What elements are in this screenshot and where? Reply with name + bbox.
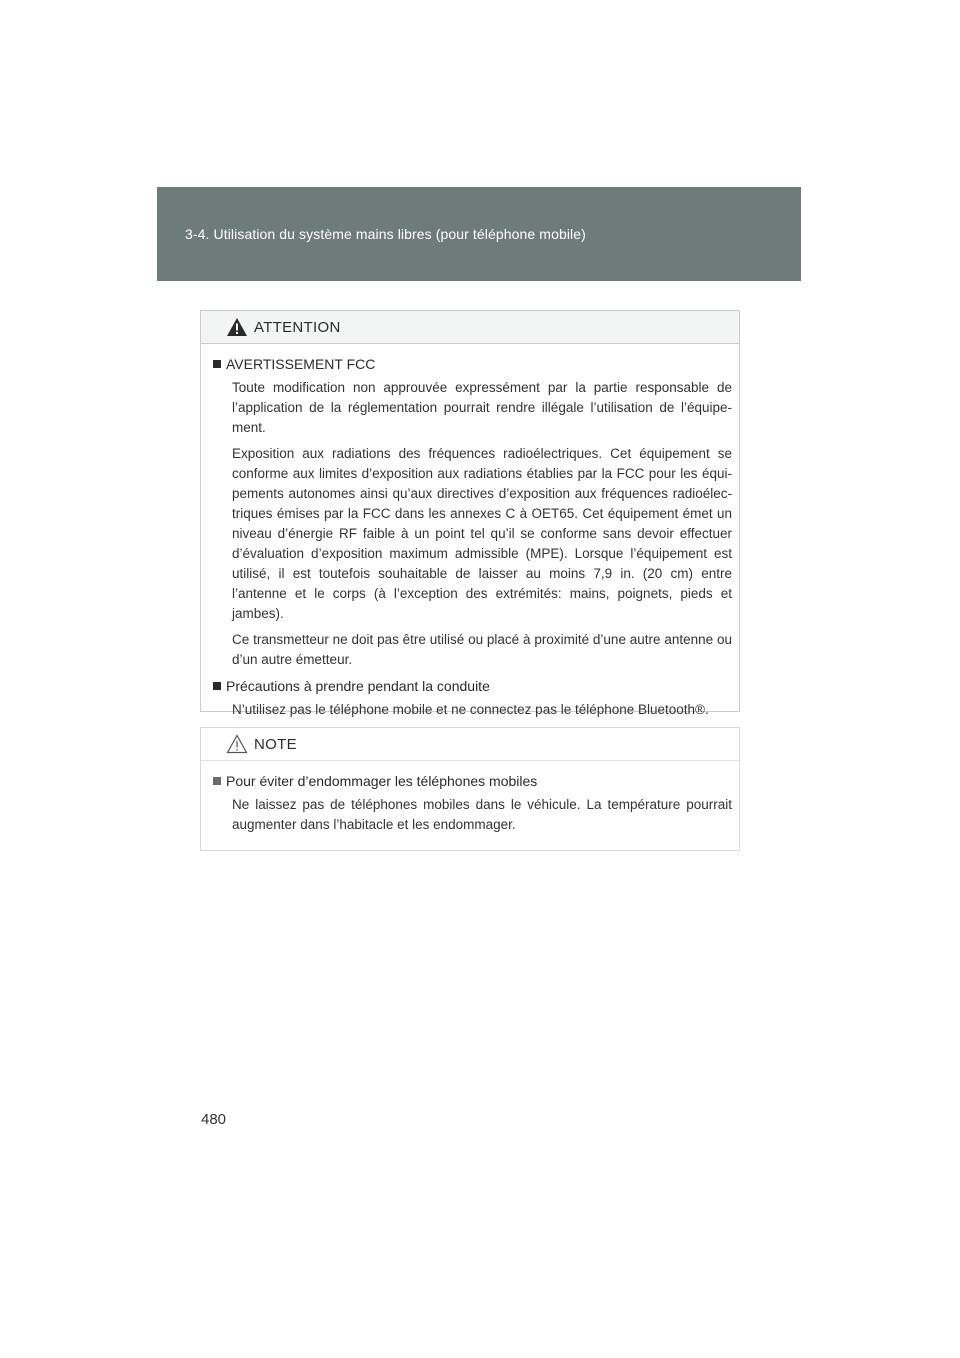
paragraph: Ne laissez pas de téléphones mobiles dans le véhicule. La température pourrait augmenter dans l’habitacle et les endommager. [232,797,732,832]
note-header [201,728,739,761]
square-bullet-icon [213,360,221,368]
attention-box [200,310,740,717]
section-heading-text: Pour éviter d’endommager les téléphones mobiles [226,773,538,789]
chapter-header [157,187,801,281]
square-bullet-icon [213,682,221,690]
section-heading [213,676,732,696]
paragraph: N’utilisez pas le téléphone mobile et ne connectez pas le téléphone Bluetooth®. [232,702,709,717]
paragraph: Toute modification non approuvée expressément par la partie responsable de l’application de la réglementation pourrait rendre illégale l’utilisation de l’équipe-ment. [232,380,732,435]
square-bullet-icon [213,777,221,785]
attention-body [201,344,739,720]
attention-header [201,311,739,344]
section-heading [213,771,732,791]
note-body [201,761,739,835]
section-heading-text: Précautions à prendre pendant la conduite [226,678,490,694]
note-box [200,727,740,851]
section-heading [213,354,732,374]
attention-label: ATTENTION [254,319,341,336]
warning-triangle-icon [226,317,248,337]
paragraph: Exposition aux radiations des fréquences radioélectriques. Cet équipement se conforme aux limites d’exposition aux radiations établies par la FCC pour les équi-pements autonomes ainsi qu’aux directives d’exposition aux fréquences radioélec-triques émises par la FCC dans les annexes C à OET65. Cet équipement émet un niveau d’énergie RF faible à un point tel qu’il se conforme sans devoir effectuer d’évaluation d’exposition maximum admissible (MPE). Lorsque l’équipement est utilisé, il est toutefois souhaitable de laisser au moins 7,9 in. (20 cm) entre l’antenne et le corps (à l’exception des extrémités: mains, poignets, pieds et jambes). [232,446,732,621]
paragraph: Ce transmetteur ne doit pas être utilisé ou placé à proximité d’une autre antenne ou d’un autre émetteur. [232,632,732,667]
note-label: NOTE [254,736,297,753]
chapter-title: 3-4. Utilisation du système mains libres (pour téléphone mobile) [185,226,586,242]
page-number: 480 [201,1111,227,1128]
section-heading-text: AVERTISSEMENT FCC [226,356,376,372]
caution-triangle-icon [226,734,248,754]
